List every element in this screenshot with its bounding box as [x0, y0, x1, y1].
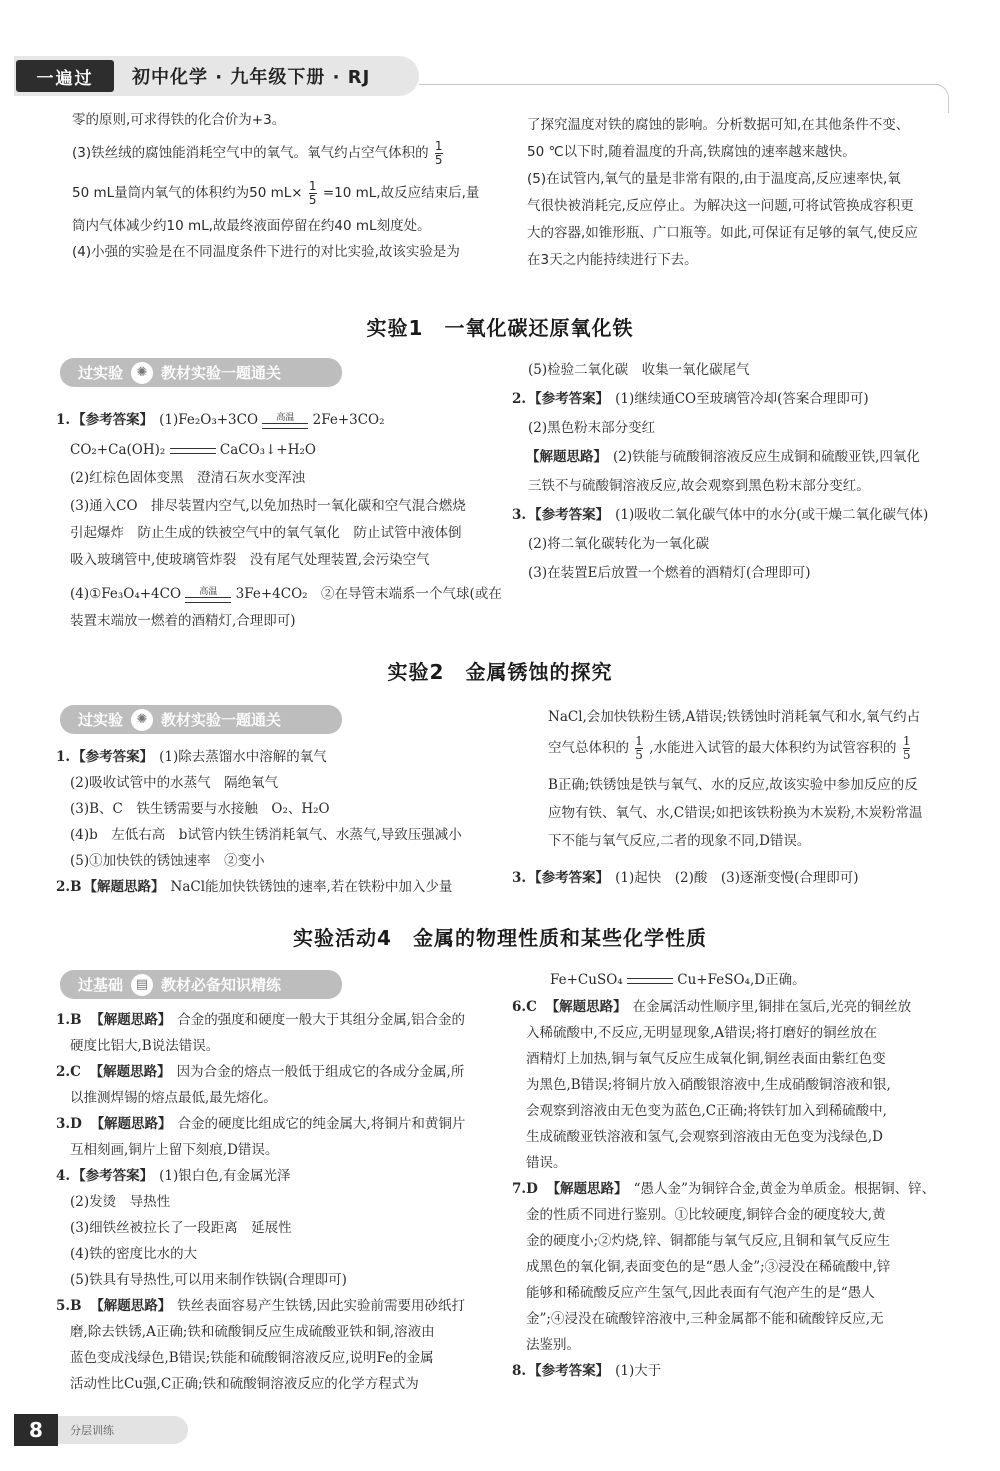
answer-line: (4)①Fe₃O₄+4CO 高温 3Fe+4CO₂ ②在导管末端系一个气球(或在	[70, 586, 502, 602]
text-line: 气很快被消耗完,反应停止。为解决这一问题,可将试管换成容积更	[527, 198, 914, 214]
answer-line: 能够和稀硫酸反应产生氢气,因此表面有气泡产生的是“愚人	[526, 1285, 875, 1301]
answer-line: 7.D 【解题思路】 “愚人金”为铜锌合金,黄金为单质金。根据铜、锌、	[512, 1181, 936, 1197]
answer-line: 金”;④浸没在硫酸锌溶液中,三种金属都不能和硫酸锌反应,无	[526, 1311, 884, 1327]
answer-line: (5)①加快铁的锈蚀速率 ②变小	[70, 853, 265, 869]
answer-line: 蓝色变成浅绿色,B错误;铁能和硫酸铜溶液反应,说明Fe的金属	[70, 1350, 434, 1366]
top-right-column	[527, 112, 967, 274]
fraction: $\frac{1}{5}$	[308, 178, 317, 207]
answer-line: 1. 【参考答案】 (1)Fe₂O₃+3CO 高温 2Fe+3CO₂	[56, 412, 385, 428]
fraction: $\frac{1}{5}$	[635, 734, 643, 762]
text-line: 50 ℃以下时,随着温度的升高,铁腐蚀的速率越来越快。	[527, 144, 856, 160]
answer-line: 磨,除去铁锈,A正确;铁和硫酸铜反应生成硫酸亚铁和铜,溶液由	[70, 1324, 435, 1340]
text-line: (3)铁丝绒的腐蚀能消耗空气中的氧气。氧气约占空气体积的 $\frac{1}{5}$	[72, 138, 443, 167]
text-line: 零的原则,可求得铁的化合价为+3。	[72, 112, 286, 128]
bulb-icon: ✺	[131, 709, 153, 731]
answer-line: (5)检验二氧化碳 收集一氧化碳尾气	[528, 362, 750, 378]
answer-line: 3. 【参考答案】 (1)吸收二氧化碳气体中的水分(或干燥二氧化碳气体)	[512, 507, 929, 523]
answer-line: (3)在装置E后放置一个燃着的酒精灯(合理即可)	[528, 565, 811, 581]
answer-line: (2)发烫 导热性	[70, 1194, 171, 1210]
exp1-left-answers	[56, 408, 502, 633]
section-banner: 过实验 ✺ 教材实验一题通关	[60, 358, 342, 387]
answer-line: 以推测焊锡的熔点最低,最先熔化。	[70, 1090, 277, 1106]
answer-line: 应物有铁、氧气、水,C错误;如把该铁粉换为木炭粉,木炭粉常温	[548, 805, 923, 821]
answer-line: (5)铁具有导热性,可以用来制作铁锅(合理即可)	[70, 1272, 347, 1288]
reaction-arrow: 高温	[262, 413, 308, 429]
answer-line: 6.C 【解题思路】 在金属活动性顺序里,铜排在氢后,光亮的铜丝放	[512, 999, 912, 1015]
answer-line: 空气总体积的 $\frac{1}{5}$ ,水能进入试管的最大体积约为试管容积的 $\frac{1}{5}$	[548, 734, 911, 762]
answer-line: (2)吸收试管中的水蒸气 隔绝氧气	[70, 775, 279, 791]
answer-line: 2.B 【解题思路】 NaCl能加快铁锈蚀的速率,若在铁粉中加入少量	[56, 879, 453, 895]
reaction-arrow: 高温	[185, 587, 231, 603]
top-left-column	[72, 108, 502, 264]
answer-line: 1.B 【解题思路】 合金的强度和硬度一般大于其组分金属,铝合金的	[56, 1012, 466, 1028]
answer-line: 酒精灯上加热,铜与氧气反应生成氧化铜,铜丝表面由紫红色变	[526, 1051, 886, 1067]
answer-line: 错误。	[526, 1155, 567, 1171]
answer-line: 8. 【参考答案】 (1)大于	[512, 1363, 662, 1379]
text-line: 在3天之内能持续进行下去。	[527, 252, 698, 268]
answer-line: 为黑色,B错误;将铜片放入硝酸银溶液中,生成硝酸铜溶液和银,	[526, 1077, 891, 1093]
page-number: 8	[14, 1414, 58, 1446]
book-title: 初中化学 · 九年级下册 · RJ	[132, 67, 371, 88]
answer-line: 成黑色的氧化铜,表面变色的是“愚人金”;③浸没在稀硫酸中,锌	[526, 1259, 891, 1275]
header-rule	[419, 84, 939, 85]
reaction-arrow	[170, 448, 216, 454]
answer-line: 引起爆炸 防止生成的铁被空气中的氧气氧化 防止试管中液体倒	[70, 525, 462, 541]
exp2-left-answers	[56, 744, 496, 900]
answer-line: 4. 【参考答案】 (1)银白色,有金属光泽	[56, 1168, 291, 1184]
answer-line: 【解题思路】 (2)铁能与硫酸铜溶液反应生成铜和硫酸亚铁,四氧化	[526, 449, 920, 465]
act4-right-answers	[512, 966, 964, 1384]
footer-label: 分层训练	[58, 1416, 188, 1444]
answer-line: (3)通入CO 排尽装置内空气,以免加热时一氧化碳和空气混合燃烧	[70, 498, 466, 514]
fraction: $\frac{1}{5}$	[434, 138, 443, 167]
section-title: 实验1 一氧化碳还原氧化铁	[366, 316, 634, 340]
reaction-arrow	[627, 978, 673, 984]
answer-line: 硬度比铝大,B说法错误。	[70, 1038, 220, 1054]
answer-line: CO₂+Ca(OH)₂ CaCO₃↓+H₂O	[70, 442, 316, 458]
answer-line: 2. 【参考答案】 (1)继续通CO至玻璃管冷却(答案合理即可)	[512, 391, 869, 407]
section-banner: 过基础 ▤ 教材必备知识精练	[60, 970, 342, 999]
brand-logo: 一遍过	[16, 60, 114, 92]
answer-line: (3)B、C 铁生锈需要与水接触 O₂、H₂O	[70, 801, 330, 817]
answer-line: 生成硫酸亚铁溶液和氢气,会观察到溶液由无色变为浅绿色,D	[526, 1129, 883, 1145]
text-line: 50 mL量筒内氧气的体积约为50 mL× $\frac{1}{5}$ =10 mL,故反应结束后,量	[72, 178, 480, 207]
answer-line: 3.D 【解题思路】 合金的硬度比组成它的纯金属大,将铜片和黄铜片	[56, 1116, 466, 1132]
answer-line: (4)b 左低右高 b试管内铁生锈消耗氧气、水蒸气,导致压强减小	[70, 827, 462, 843]
answer-line: NaCl,会加快铁粉生锈,A错误;铁锈蚀时消耗氧气和水,氧气约占	[548, 709, 921, 725]
notebook-icon: ▤	[131, 974, 153, 996]
answer-line: 入稀硫酸中,不反应,无明显现象,A错误;将打磨好的铜丝放在	[526, 1025, 878, 1041]
exp2-q3	[512, 864, 962, 892]
answer-line: (2)将二氧化碳转化为一氧化碳	[528, 536, 710, 552]
exp2-right-answers	[548, 703, 968, 855]
answer-line: B正确;铁锈蚀是铁与氧气、水的反应,故该实验中参加反应的反	[548, 777, 918, 793]
answer-line: 装置末端放一燃着的酒精灯,合理即可)	[70, 613, 296, 629]
answer-line: 3. 【参考答案】 (1)起快 (2)酸 (3)逐渐变慢(合理即可)	[512, 870, 859, 886]
answer-line: 三铁不与硫酸铜溶液反应,故会观察到黑色粉末部分变红。	[528, 478, 870, 494]
answer-line: 1. 【参考答案】 (1)除去蒸馏水中溶解的氧气	[56, 749, 327, 765]
answer-line: (2)黑色粉末部分变红	[528, 420, 656, 436]
answer-line: 金的性质不同进行鉴别。①比较硬度,铜锌合金的硬度较大,黄	[526, 1207, 886, 1223]
header-rule-corner	[930, 84, 949, 113]
answer-line: 下不能与氧气反应,二者的现象不同,D错误。	[548, 833, 811, 849]
exp1-right-answers	[512, 356, 962, 588]
answer-line: 吸入玻璃管中,使玻璃管炸裂 没有尾气处理装置,会污染空气	[70, 552, 430, 568]
answer-line: 金的硬度小;②灼烧,锌、铜都能与氧气反应,且铜和氧气反应生	[526, 1233, 891, 1249]
answer-line: 2.C 【解题思路】 因为合金的熔点一般低于组成它的各成分金属,所	[56, 1064, 465, 1080]
answer-line: 互相刻画,铜片上留下刻痕,D错误。	[70, 1142, 279, 1158]
answer-line: (4)铁的密度比水的大	[70, 1246, 198, 1262]
section-title: 实验活动4 金属的物理性质和某些化学性质	[293, 926, 707, 950]
answer-line: (2)红棕色固体变黑 澄清石灰水变浑浊	[70, 470, 306, 486]
answer-line: 活动性比Cu强,C正确;铁和硫酸铜溶液反应的化学方程式为	[70, 1376, 419, 1392]
section-banner: 过实验 ✺ 教材实验一题通关	[60, 705, 342, 734]
answer-line: Fe+CuSO₄ Cu+FeSO₄,D正确。	[550, 972, 806, 988]
fraction: $\frac{1}{5}$	[902, 734, 911, 762]
text-line: (4)小强的实验是在不同温度条件下进行的对比实验,故该实验是为	[72, 244, 460, 260]
answer-line: 会观察到溶液由无色变为蓝色,C正确;将铁钉加入到稀硫酸中,	[526, 1103, 887, 1119]
section-title: 实验2 金属锈蚀的探究	[387, 660, 613, 684]
text-line: (5)在试管内,氧气的量是非常有限的,由于温度高,反应速率快,氧	[527, 171, 901, 187]
answer-line: 法鉴别。	[526, 1337, 580, 1353]
text-line: 了探究温度对铁的腐蚀的影响。分析数据可知,在其他条件不变、	[527, 117, 910, 133]
bulb-icon: ✺	[131, 362, 153, 384]
act4-left-answers	[56, 1007, 501, 1397]
answer-line: 5.B 【解题思路】 铁丝表面容易产生铁锈,因此实验前需要用砂纸打	[56, 1298, 466, 1314]
answer-line: (3)细铁丝被拉长了一段距离 延展性	[70, 1220, 292, 1236]
text-line: 大的容器,如锥形瓶、广口瓶等。如此,可保证有足够的氧气,使反应	[527, 225, 918, 241]
text-line: 筒内气体减少约10 mL,故最终液面停留在约40 mL刻度处。	[72, 218, 431, 234]
